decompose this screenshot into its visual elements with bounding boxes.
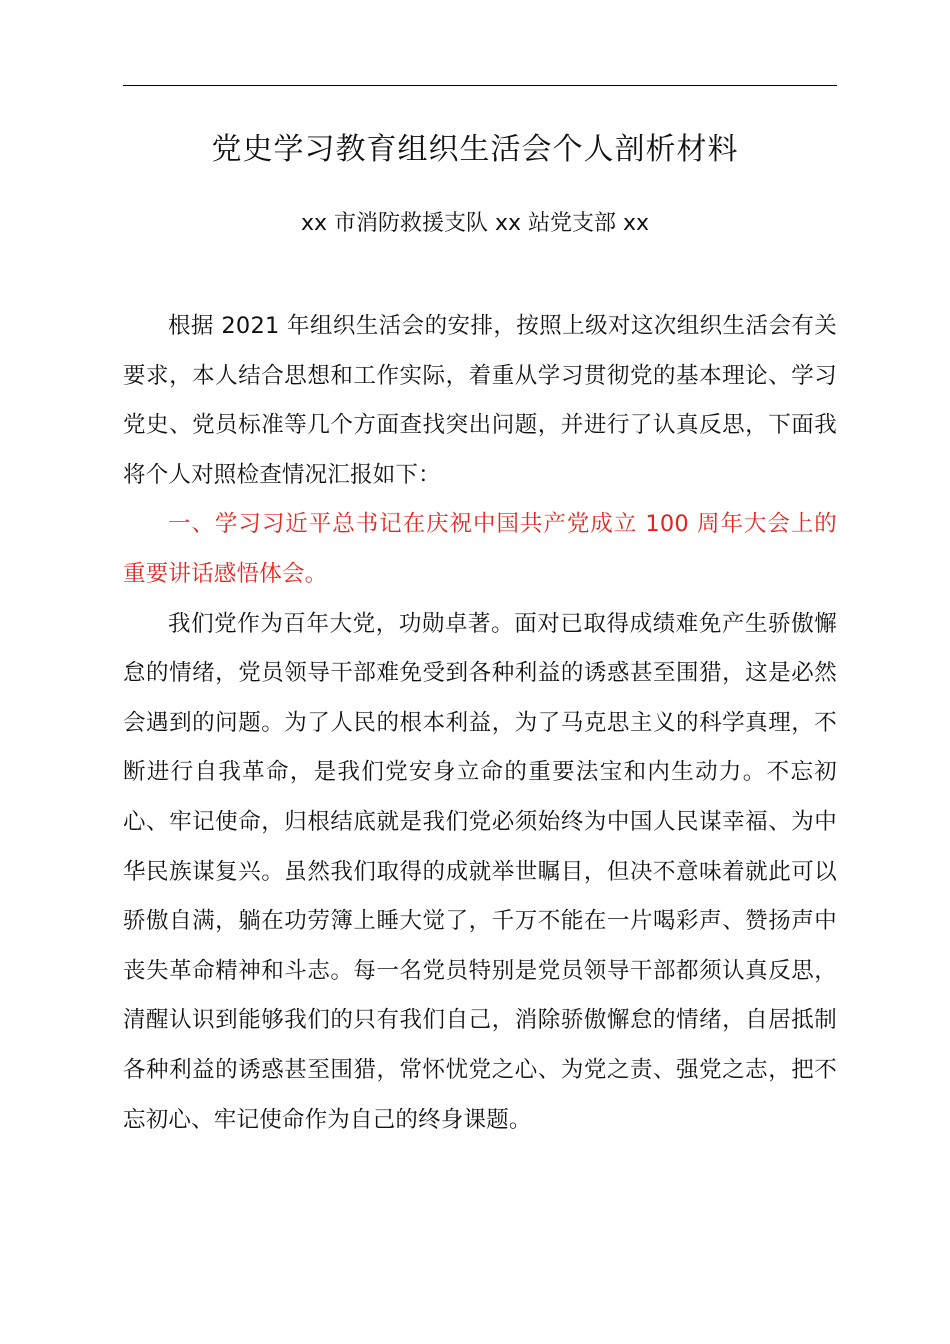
document-title: 党史学习教育组织生活会个人剖析材料: [211, 132, 739, 167]
intro-paragraph: 根据 2021 年组织生活会的安排，按照上级对这次组织生活会有关要求，本人结合思想和工作实际，着重从学习贯彻党的基本理论、学习党史、党员标准等几个方面查找突出问题，并进行了认真反思，下面我将个人对照检查情况汇报如下：: [123, 313, 837, 488]
document-body: [123, 302, 837, 1145]
author-line: xx 市消防救援支队 xx 站党支部 xx: [300, 211, 650, 236]
section-heading: 一、学习习近平总书记在庆祝中国共产党成立 100 周年大会上的重要讲话感悟体会。: [123, 511, 837, 587]
section-body-paragraph: 我们党作为百年大党，功勋卓著。面对已取得成绩难免产生骄傲懈怠的情绪，党员领导干部难免受到各种利益的诱惑甚至围猎，这是必然会遇到的问题。为了人民的根本利益，为了马克思主义的科学真理，不断进行自我革命，是我们党安身立命的重要法宝和内生动力。不忘初心、牢记使命，归根结底就是我们党必须始终为中国人民谋幸福、为中华民族谋复兴。虽然我们取得的成就举世瞩目，但决不意味着就此可以骄傲自满，躺在功劳簿上睡大觉了，千万不能在一片喝彩声、赞扬声中丧失革命精神和斗志。每一名党员特别是党员领导干部都须认真反思，清醒认识到能够我们的只有我们自己，消除骄傲懈怠的情绪，自居抵制各种利益的诱惑甚至围猎，常怀忧党之心、为党之责、强党之志，把不忘初心、牢记使命作为自己的终身课题。: [123, 610, 837, 1133]
header-rule: [123, 85, 837, 86]
